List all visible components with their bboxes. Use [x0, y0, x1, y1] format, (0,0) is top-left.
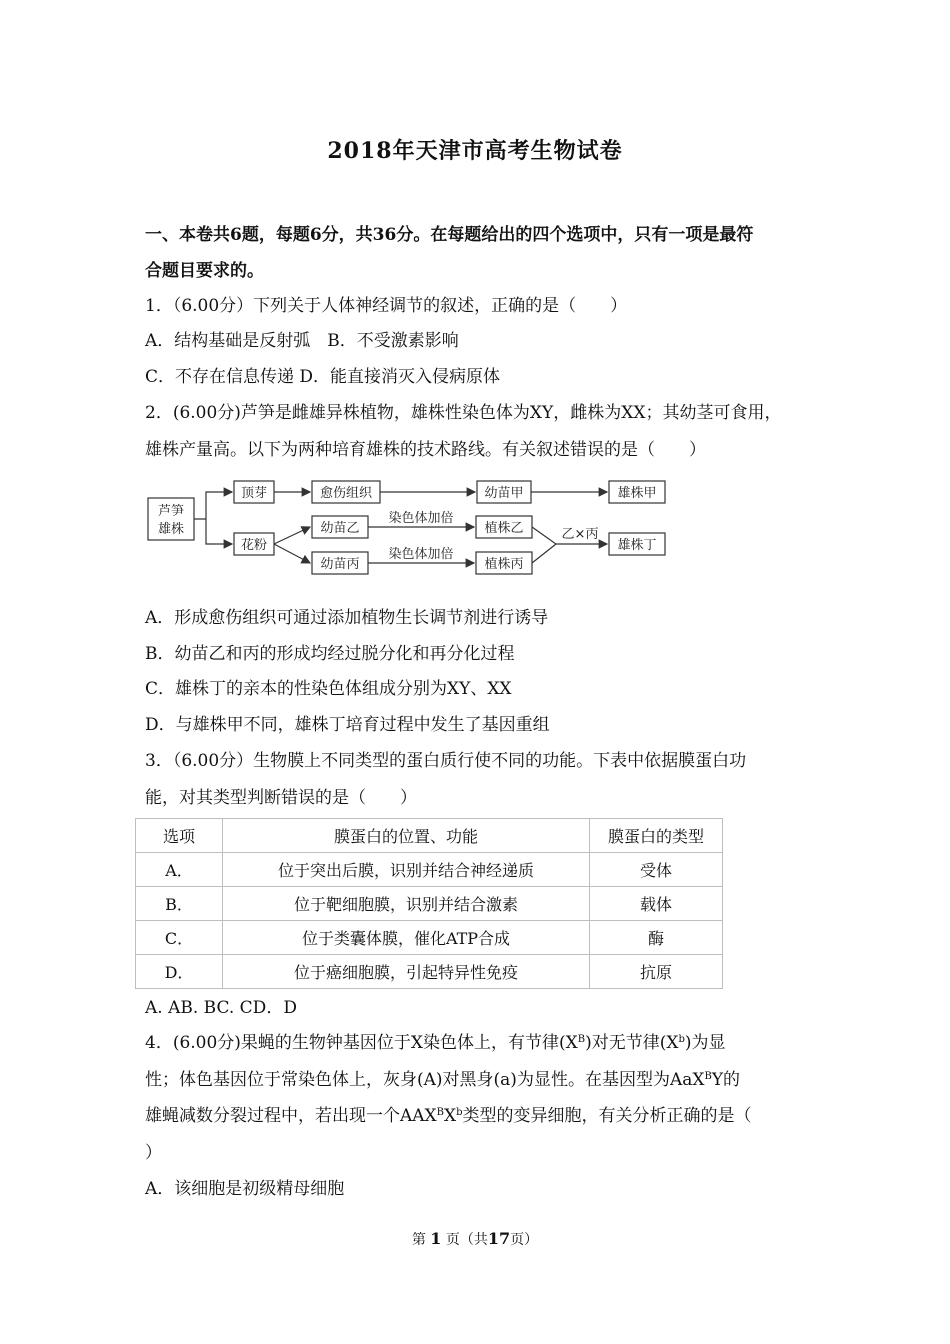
table-cell: 位于靶细胞膜，识别并结合激素: [223, 887, 590, 921]
q2-option-b: B．幼苗乙和丙的形成均经过脱分化和再分化过程: [145, 644, 515, 664]
start-label-1: 芦笋: [157, 504, 185, 519]
q1-options-line-2: C．不存在信息传递 D．能直接消灭入侵病原体: [145, 367, 501, 387]
q3-stem-line-2: 能，对其类型判断错误的是（ ）: [145, 788, 417, 808]
double-label-1: 染色体加倍: [388, 511, 454, 526]
table-cell: A．: [136, 853, 223, 887]
page-total: 17: [487, 1229, 511, 1248]
table-row: [136, 955, 723, 989]
seedling-jia-label: 幼苗甲: [484, 486, 524, 501]
q4-stem-line-3: 雄蝇减数分裂过程中，若出现一个$AAX^BX^b$类型的变异细胞，有关分析正确的是（: [145, 1106, 752, 1126]
table-cell: 位于类囊体膜，催化ATP合成: [223, 921, 590, 955]
start-label-2: 雄株: [157, 522, 185, 537]
page-number: 1: [430, 1229, 442, 1248]
bud-label: 顶芽: [240, 486, 268, 501]
table-cell: D．: [136, 955, 223, 989]
q2-option-d: D．与雄株甲不同，雄株丁培育过程中发生了基因重组: [145, 715, 550, 735]
q2-stem-line-1: 2．(6.00分)芦笋是雌雄异株植物，雄株性染色体为XY，雌株为XX；其幼茎可食用，: [145, 403, 782, 423]
q2-option-a: A．形成愈伤组织可通过添加植物生长调节剂进行诱导: [145, 608, 549, 628]
q1-options-line-1: A．结构基础是反射弧 B．不受激素影响: [145, 331, 459, 351]
table-header-cell: 膜蛋白的位置、功能: [223, 819, 590, 853]
plant-yi-label: 植株乙: [484, 521, 524, 536]
page-footer: 第 1 页（共17页）: [411, 1229, 539, 1248]
seedling-yi-label: 幼苗乙: [320, 521, 360, 536]
table-cell: C．: [136, 921, 223, 955]
table-cell: 载体: [590, 887, 723, 921]
q4-stem-line-4: ）: [145, 1143, 162, 1163]
q4-stem-line-1: 4．(6.00分)果蝇的生物钟基因位于X染色体上，有节律$(X^B)$对无节律$(X^b)$为显: [145, 1033, 726, 1053]
table-header-cell: 选项: [136, 819, 223, 853]
q4-option-a: A．该细胞是初级精母细胞: [145, 1179, 345, 1199]
table-cell: 抗原: [590, 955, 723, 989]
double-label-2: 染色体加倍: [388, 547, 454, 562]
q1-stem: 1．（6.00分）下列关于人体神经调节的叙述，正确的是（ ）: [145, 296, 628, 316]
male-ding-label: 雄株丁: [617, 538, 657, 553]
callus-label: 愈伤组织: [319, 486, 373, 501]
q3-stem-line-1: 3．（6.00分）生物膜上不同类型的蛋白质行使不同的功能。下表中依据膜蛋白功: [145, 751, 747, 771]
pollen-label: 花粉: [240, 538, 268, 553]
section-heading-line-1: 一、本卷共6题，每题6分，共36分。在每题给出的四个选项中，只有一项是最符: [145, 225, 754, 245]
table-cell: 位于突出后膜，识别并结合神经递质: [223, 853, 590, 887]
breeding-flow-diagram: [140, 476, 680, 588]
section-heading-line-2: 合题目要求的。: [145, 261, 264, 281]
seedling-bing-label: 幼苗丙: [320, 557, 360, 572]
table-cell: 酶: [590, 921, 723, 955]
table-cell: B．: [136, 887, 223, 921]
table-header-cell: 膜蛋白的类型: [590, 819, 723, 853]
table-cell: 位于癌细胞膜，引起特异性免疫: [223, 955, 590, 989]
male-jia-label: 雄株甲: [617, 486, 657, 501]
q4-stem-line-2: 性；体色基因位于常染色体上，灰身(A)对黑身(a)为显性。在基因型为AaX$^B$Y的: [145, 1070, 741, 1090]
plant-bing-label: 植株丙: [484, 557, 524, 572]
cross-label: 乙×丙: [561, 527, 599, 542]
table-header-row: [136, 819, 723, 853]
page-title: 2018年天津市高考生物试卷: [327, 138, 623, 164]
q2-option-c: C．雄株丁的亲本的性染色体组成分别为XY、XX: [145, 679, 512, 699]
table-cell: 受体: [590, 853, 723, 887]
table-row: [136, 853, 723, 887]
membrane-protein-table: [135, 818, 723, 989]
q3-answer-options: A. AB. BC. CD．D: [145, 998, 297, 1018]
table-row: [136, 921, 723, 955]
table-row: [136, 887, 723, 921]
q2-stem-line-2: 雄株产量高。以下为两种培育雄株的技术路线。有关叙述错误的是（ ）: [145, 440, 706, 460]
